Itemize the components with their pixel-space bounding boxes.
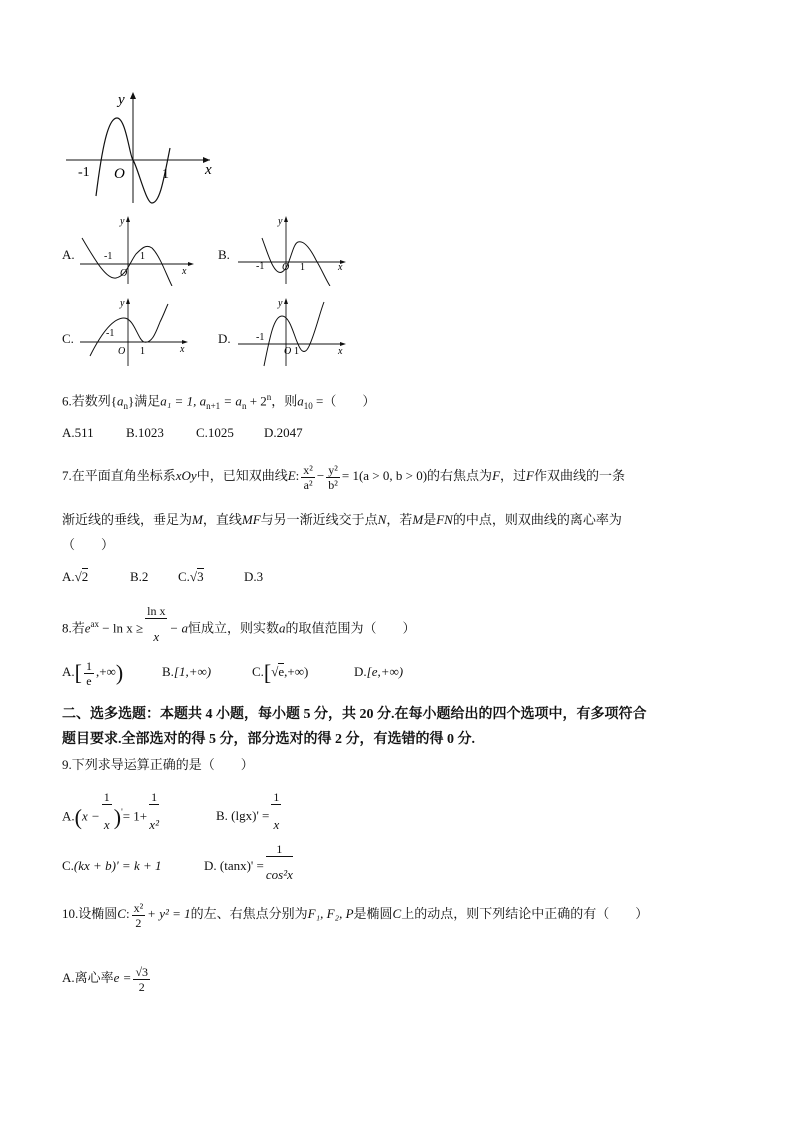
tick-one: 1: [294, 346, 299, 357]
q7-option-c-value: 3: [197, 569, 204, 584]
q9-c-expr: (kx + b)' = k + 1: [73, 858, 162, 874]
question-9-stem: 9.下列求导运算正确的是（ ）: [62, 757, 254, 772]
q7-option-d[interactable]: D.3: [244, 569, 264, 584]
q6-mid: 满足: [134, 393, 161, 409]
q9-d-expr: (tanx)' =: [219, 858, 264, 874]
q10-num: x²: [133, 900, 144, 915]
q8-e: e: [84, 620, 91, 636]
option-b-graph: [234, 214, 354, 286]
q10-mid2: 是椭圆: [353, 906, 393, 921]
q7-colon: :: [295, 468, 300, 483]
q7-text-i: ，若: [386, 512, 413, 527]
q9-a-label: A.: [62, 808, 75, 824]
q8-option-b-label: B.: [162, 664, 174, 679]
q9-option-c[interactable]: [62, 848, 204, 884]
q8-option-a-tail: ,+∞: [95, 664, 116, 679]
q7-text-a: 7.在平面直角坐标系: [62, 468, 176, 483]
tick-one: 1: [140, 346, 145, 357]
y-arrow-icon: [284, 216, 288, 222]
tick-one: 1: [300, 262, 305, 273]
q10-option-a-num: √3: [135, 964, 149, 979]
question-7-line-1: [62, 457, 625, 495]
y-arrow-icon: [126, 298, 130, 304]
x-arrow-icon: [188, 262, 194, 266]
q8-option-a-label: A.: [62, 664, 75, 679]
q7-N: N: [377, 512, 387, 527]
q10-C: C: [117, 906, 126, 921]
q9-b-num: 1: [273, 790, 280, 804]
q7-a2: a²: [303, 477, 313, 492]
q8-e-sup: ax: [90, 619, 100, 630]
y-axis-arrow-icon: [130, 92, 136, 99]
q10-colon: :: [125, 906, 130, 921]
q6-cond: a₁ = 1, a: [160, 393, 207, 409]
q6-option-b[interactable]: B.1023: [126, 425, 164, 440]
q6-prefix: 6.若数列: [62, 393, 111, 409]
y-label: y: [278, 216, 283, 227]
q7-MF: MF: [241, 512, 261, 527]
tick-one: 1: [140, 251, 145, 262]
q7-F2: F: [526, 468, 534, 483]
x-label: x: [338, 262, 343, 273]
q10-foci: F₁, F₂, P: [307, 906, 354, 921]
tick-neg-one: -1: [78, 165, 90, 180]
q9-d-frac: [266, 842, 293, 893]
option-c-graph: [76, 296, 196, 368]
y-label: y: [120, 216, 125, 227]
y-axis-label: y: [118, 92, 125, 108]
q9-b-frac: [271, 790, 281, 845]
origin: O: [282, 262, 290, 273]
tick-one: 1: [162, 167, 169, 182]
q7-text-e: 作双曲线的一条: [533, 468, 625, 483]
y-label: y: [278, 298, 283, 309]
main-function-graph: [60, 88, 220, 208]
q9-row-1: [62, 790, 283, 845]
q9-a-num: 1: [103, 790, 110, 804]
q6-ask: a: [297, 393, 304, 409]
q9-option-d[interactable]: [204, 842, 295, 882]
q8-option-b-value: [1,+∞): [173, 664, 212, 679]
q8-den: x: [153, 629, 160, 644]
section-2-heading-line-2: 题目要求.全部选对的得 5 分，部分选对的得 2 分，有选错的得 0 分.: [62, 732, 475, 747]
q8-expr-tail: − a: [169, 620, 188, 636]
q7-text-c: 的右焦点为: [427, 468, 493, 483]
q8-num: ln x: [147, 604, 166, 618]
q6-cond2-sub: n: [241, 400, 247, 411]
q8-expr-mid: − ln x ≥: [99, 620, 144, 636]
tick-neg: -1: [256, 332, 265, 343]
q6-tail: ，则: [271, 393, 298, 409]
q6-option-d[interactable]: D.2047: [264, 425, 303, 440]
q9-a-den: x: [103, 817, 110, 832]
q8-a: a: [279, 620, 286, 636]
x-label: x: [182, 266, 187, 277]
q9-option-a[interactable]: A.(x − $\frac{1}{x})'= 1+$ $\frac{1}{\text{x²}}$: [62, 790, 216, 845]
x-axis-label: x: [205, 162, 212, 178]
q9-a-left: x −: [81, 808, 100, 824]
option-d-graph: [234, 296, 354, 368]
q6-seq-sub: n: [123, 400, 129, 411]
question-8: [62, 604, 416, 655]
q7-E: E: [287, 468, 296, 483]
q6-options: [62, 424, 303, 442]
q8-option-c[interactable]: C.[√e,+∞): [252, 660, 309, 686]
q7-b2: b²: [328, 477, 338, 492]
q9-a-rden: x²: [149, 817, 159, 832]
x-label: x: [338, 346, 343, 357]
q7-frac-y: [326, 463, 340, 492]
q7-option-a[interactable]: A.√2: [62, 569, 89, 584]
q7-text-f: 渐近线的垂线，垂足为: [62, 512, 193, 527]
q7-text-b: 中，已知双曲线: [196, 468, 288, 483]
q8-prefix: 8.若: [62, 620, 85, 636]
q10-option-a-den: 2: [138, 979, 145, 994]
q10-den: 2: [135, 915, 142, 930]
q8-option-a-frac: [84, 659, 94, 688]
q6-ask-tail: =（ ）: [312, 393, 376, 409]
q9-b-den: x: [273, 817, 280, 832]
q6-cond3: + 2: [246, 393, 267, 409]
q9-d-num: 1: [266, 842, 293, 857]
q8-option-d[interactable]: [354, 664, 403, 679]
y-arrow-icon: [126, 216, 130, 222]
q9-option-b[interactable]: [216, 790, 283, 832]
q7-F: F: [492, 468, 501, 483]
q6-cond3-sup: n: [266, 392, 272, 402]
question-6: 6.若数列$\{a_n\}$满足a₁ = 1, $a_{n+1} = a_n + 2^n$，则$a_{10}$ =（ ）: [62, 392, 376, 411]
question-7-line-3: （ ）: [62, 537, 115, 552]
q6-cond-sub: n+1: [206, 400, 221, 411]
q7-text-k: 的中点，则双曲线的离心率为: [452, 512, 622, 527]
q10-mid: 的左、右焦点分别为: [190, 906, 308, 921]
q8-option-c-tail: ,+∞): [284, 664, 309, 679]
q8-option-a-num: 1: [85, 658, 92, 673]
q10-option-a-label: A.离心率: [62, 970, 114, 985]
q9-d-label: D.: [204, 858, 217, 874]
option-a-graph: [76, 214, 196, 286]
q9-a-rfrac: [149, 790, 159, 845]
question-7-line-2: [62, 511, 622, 529]
q6-ask-sub: 10: [303, 400, 313, 411]
q8-option-c-value: e: [278, 664, 285, 679]
q9-a-right: = 1+: [122, 808, 148, 824]
q8-option-c-label: C.: [252, 664, 264, 679]
q7-options: [62, 568, 263, 586]
q6-option-a[interactable]: A.511: [62, 425, 94, 440]
q8-tail: 恒成立，则实数: [188, 620, 280, 636]
option-b-letter: B.: [218, 247, 230, 262]
q9-d-den: cos²x: [265, 867, 293, 882]
q7-text-h: 与另一渐近线交于点: [260, 512, 378, 527]
q7-eq: = 1(a > 0, b > 0): [341, 468, 428, 483]
q7-text-g: ，直线: [202, 512, 242, 527]
q10-prefix: 10.设椭圆: [62, 906, 118, 921]
q8-option-d-value: [e,+∞): [366, 664, 404, 679]
q10-eq: + y² = 1: [147, 906, 191, 921]
x-label: x: [180, 344, 185, 355]
tick-neg: -1: [106, 328, 115, 339]
question-10: [62, 896, 648, 932]
q7-option-a-label: A.: [62, 569, 75, 584]
q7-option-b[interactable]: B.2: [130, 569, 149, 584]
q9-b-label: B.: [216, 808, 228, 824]
q10-option-a-frac: [133, 965, 150, 994]
q7-text-d: ，过: [500, 468, 527, 483]
origin-label: O: [114, 166, 125, 182]
tick-neg: -1: [256, 261, 265, 272]
q7-option-c-label: C.: [178, 569, 190, 584]
q8-frac: [145, 604, 167, 655]
q7-M2: M: [412, 512, 424, 527]
q8-option-d-label: D.: [354, 664, 367, 679]
y-arrow-icon: [284, 298, 288, 304]
q6-option-c[interactable]: C.1025: [196, 425, 234, 440]
q7-text-j: 是: [423, 512, 437, 527]
q10-C2: C: [392, 906, 402, 921]
q7-xoy: xOy: [175, 468, 197, 483]
q10-option-a-e: e =: [113, 970, 132, 985]
q9-b-expr: (lgx)' =: [231, 808, 270, 824]
option-d-letter: D.: [218, 331, 231, 346]
q7-minus: −: [316, 468, 325, 483]
q9-c-label: C.: [62, 858, 74, 874]
origin: O: [120, 268, 128, 279]
q8-option-a[interactable]: A.[ $\frac{1}{e}$ ,+∞): [62, 658, 124, 688]
q7-option-a-value: 2: [81, 569, 89, 584]
option-c-letter: C.: [62, 331, 74, 346]
q9-a-rnum: 1: [151, 790, 158, 804]
q8-tail2: 的取值范围为（ ）: [285, 620, 416, 636]
option-a-letter: A.: [62, 247, 75, 262]
q6-cond2: = a: [220, 393, 242, 409]
curve: [90, 304, 168, 356]
q9-row-2: [62, 842, 295, 893]
q8-option-b[interactable]: [162, 654, 252, 690]
q7-M: M: [192, 512, 203, 527]
q6-seq: a: [117, 393, 124, 409]
q7-y2: y²: [328, 462, 338, 477]
q10-option-a[interactable]: [62, 958, 152, 998]
origin: O: [118, 346, 126, 357]
q10-frac: [132, 901, 146, 930]
origin: O: [284, 346, 292, 357]
q10-tail: 上的动点，则下列结论中正确的有（ ）: [401, 906, 649, 921]
q7-FN: FN: [436, 512, 453, 527]
q7-x2: x²: [303, 462, 313, 477]
y-label: y: [120, 298, 125, 309]
q9-a-frac: [102, 790, 112, 845]
tick-neg: -1: [104, 251, 113, 262]
q8-option-a-den: e: [86, 673, 92, 688]
q8-options: [62, 654, 403, 691]
section-2-heading-line-1: 二、选多选题：本题共 4 小题，每小题 5 分，共 20 分.在每小题给出的四个选项中，有多项符合: [62, 707, 647, 722]
q7-option-c[interactable]: C.√3: [178, 569, 204, 584]
q7-frac-x: [301, 463, 315, 492]
